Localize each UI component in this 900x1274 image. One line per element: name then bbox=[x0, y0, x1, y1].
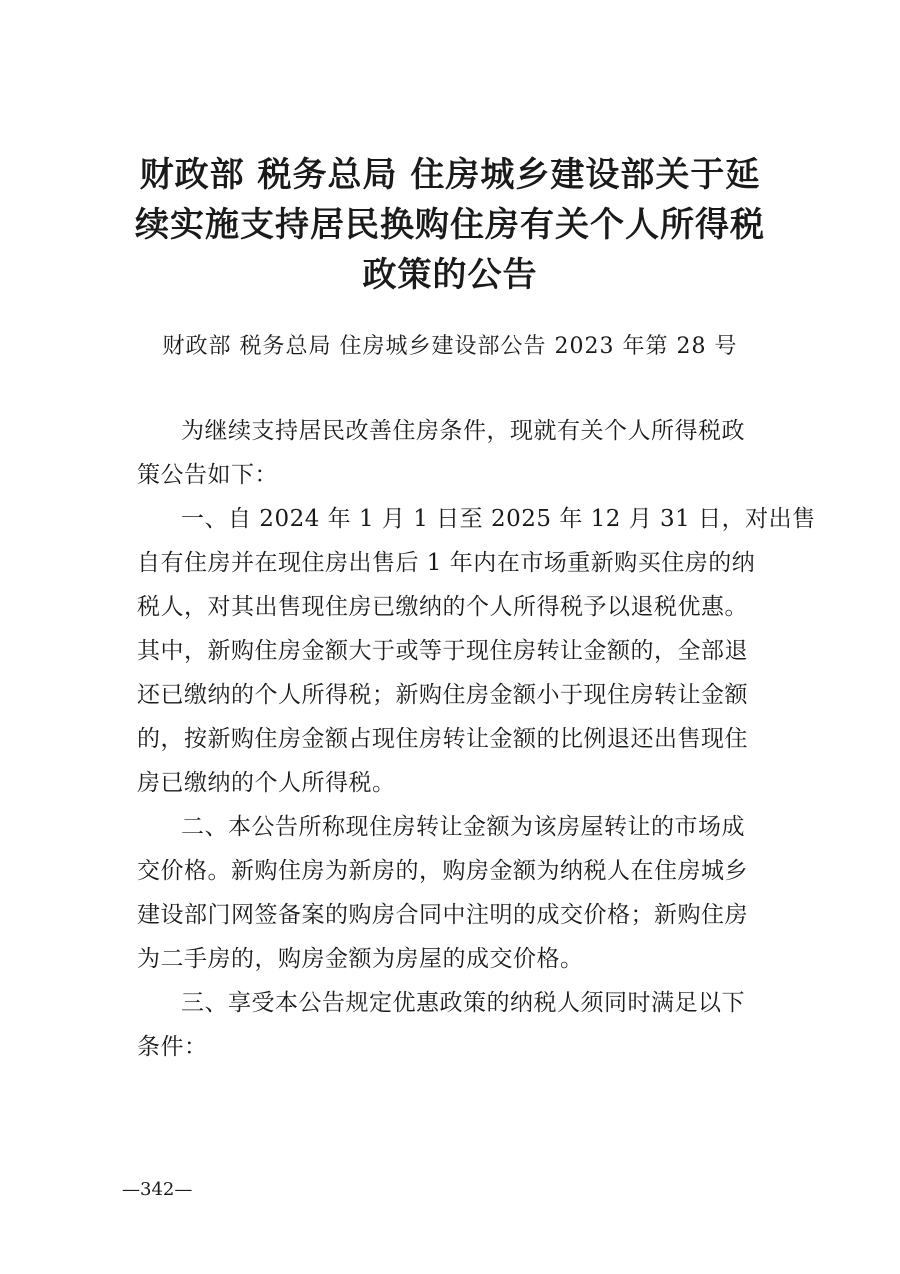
text-line: 为二手房的，购房金额为房屋的成交价格。 bbox=[137, 946, 584, 972]
announcement-number: 财政部 税务总局 住房城乡建设部公告 2023 年第 28 号 bbox=[162, 334, 738, 359]
title-line: 财政部 税务总局 住房城乡建设部关于延 bbox=[139, 155, 761, 195]
text-line: 二、本公告所称现住房转让金额为该房屋转让的市场成 bbox=[181, 814, 745, 840]
title-line: 续实施支持居民换购住房有关个人所得税 bbox=[135, 205, 765, 245]
text-line: 交价格。新购住房为新房的，购房金额为纳税人在住房城乡 bbox=[137, 858, 748, 884]
text-line: 自有住房并在现住房出售后 1 年内在市场重新购买住房的纳 bbox=[137, 550, 756, 576]
text-line: 三、享受本公告规定优惠政策的纳税人须同时满足以下 bbox=[181, 990, 745, 1016]
paragraph-intro bbox=[137, 409, 767, 497]
text-line: 策公告如下： bbox=[137, 462, 278, 488]
paragraph-article-3 bbox=[137, 981, 767, 1069]
paragraph-article-2 bbox=[137, 805, 767, 981]
paragraph-article-1 bbox=[137, 497, 816, 805]
document-title bbox=[120, 150, 780, 300]
text-line: 税人，对其出售现住房已缴纳的个人所得税予以退税优惠。 bbox=[137, 594, 748, 620]
text-line: 建设部门网签备案的购房合同中注明的成交价格；新购住房 bbox=[137, 902, 748, 928]
text-line: 还已缴纳的个人所得税；新购住房金额小于现住房转让金额 bbox=[137, 682, 748, 708]
title-line: 政策的公告 bbox=[362, 255, 538, 295]
text-line: 其中，新购住房金额大于或等于现住房转让金额的，全部退 bbox=[137, 638, 748, 664]
text-line: 的，按新购住房金额占现住房转让金额的比例退还出售现住 bbox=[137, 726, 748, 752]
text-line: 为继续支持居民改善住房条件，现就有关个人所得税政 bbox=[181, 418, 745, 444]
text-line: 房已缴纳的个人所得税。 bbox=[137, 770, 396, 796]
text-line: 一、自 2024 年 1 月 1 日至 2025 年 12 月 31 日，对出售 bbox=[181, 506, 816, 532]
page-number: —342— bbox=[122, 1179, 193, 1200]
document-body bbox=[137, 409, 816, 1069]
text-line: 条件： bbox=[137, 1034, 208, 1060]
